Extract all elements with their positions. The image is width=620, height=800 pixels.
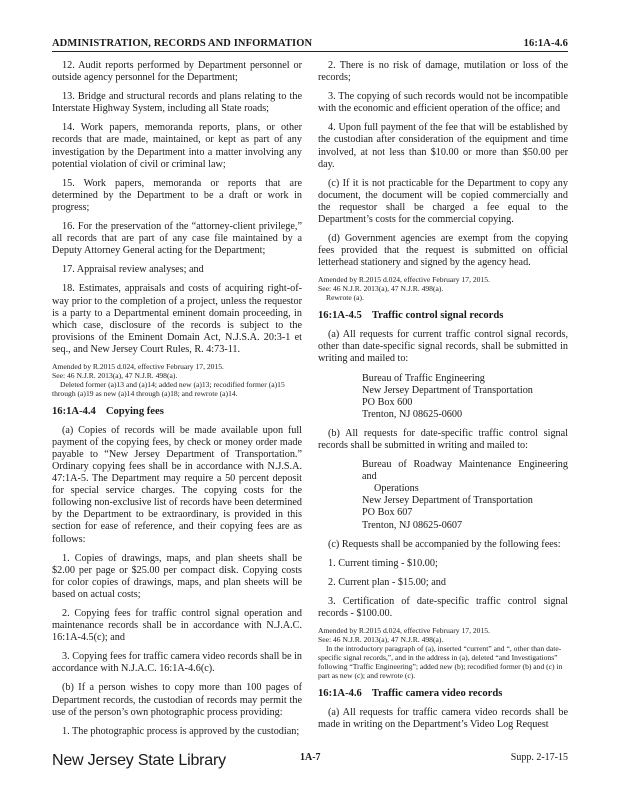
section-heading-4-6 bbox=[318, 688, 568, 700]
two-column-body bbox=[52, 60, 568, 740]
paragraph-12: 12. Audit reports performed by Department personnel or outside agency personnel for the Department; bbox=[52, 60, 302, 84]
library-name: New Jersey State Library bbox=[52, 752, 226, 769]
address-line: Operations bbox=[374, 483, 419, 495]
mailing-address bbox=[362, 373, 568, 421]
section-heading-title: Traffic camera video records bbox=[371, 687, 503, 699]
address-line: Trenton, NJ 08625-0607 bbox=[362, 519, 463, 531]
item-a1: 1. Copies of drawings, maps, and plan sheets shall be $2.00 per page or $25.00 per compact disk. Copying costs for color copies of drawings, maps, and plan sheets will be based on actual costs; bbox=[52, 552, 302, 600]
amendment-line: Amended by R.2015 d.024, effective February 17, 2015. bbox=[318, 626, 490, 636]
paragraph-13: 13. Bridge and structural records and plans relating to the Interstate Highway System, including all State roads; bbox=[52, 91, 302, 115]
paragraph-14: 14. Work papers, memoranda reports, plans, or other records that are made, maintained, or kept as part of any investigation by the Department into a matter involving any potential violation of civil or criminal law; bbox=[52, 122, 302, 170]
paragraph-18: 18. Estimates, appraisals and costs of acquiring right-of-way prior to the completion of a project, unless the requestor is a party to a Departmental eminent domain proceeding, in which case, disclosure of the records is subject to the provisions of the Eminent Domain Act, N.J.S.A. 20:3-1 et seq., and New Jersey Court Rules, R. 4:73-11. bbox=[52, 283, 302, 355]
amendment-line: Deleted former (a)13 and (a)14; added new (a)13; recodified former (a)15 through (a)19 as new (a)14 through (a)18; and rewrote (a)14. bbox=[52, 379, 285, 398]
item-b1: 1. The photographic process is approved by the custodian; bbox=[62, 725, 300, 737]
subsection-b: (b) If a person wishes to copy more than 100 pages of Department records, the custodian of records may permit the use of the person’s own photographic process providing: bbox=[52, 682, 302, 718]
item-b2: 2. There is no risk of damage, mutilation or loss of the records; bbox=[318, 60, 568, 84]
item-b4: 4. Upon full payment of the fee that will be established by the custodian after consideration of the equipment and time involved, at not less than $10.00 or more than $50.00 per day. bbox=[318, 122, 568, 170]
item-a3: 3. Copying fees for traffic camera video records shall be in accordance with N.J.A.C. 16:1A-4.6(c). bbox=[52, 651, 302, 675]
paragraph-16: 16. For the preservation of the “attorney-client privilege,” all records that are part of any case file maintained by a Deputy Attorney General acting for the Department; bbox=[52, 221, 302, 257]
right-column bbox=[318, 60, 568, 740]
amendment-note bbox=[318, 627, 568, 680]
address-line: PO Box 600 bbox=[362, 396, 413, 408]
subsection-c: (c) Requests shall be accompanied by the following fees: bbox=[328, 538, 561, 550]
amendment-line: See: 46 N.J.R. 2013(a), 47 N.J.R. 498(a). bbox=[318, 284, 444, 294]
section-number: 16:1A-4.6 bbox=[523, 38, 568, 49]
section-heading-4-5 bbox=[318, 310, 568, 322]
address-line: Bureau of Roadway Maintenance Engineering and bbox=[362, 459, 568, 483]
amendment-line: In the introductory paragraph of (a), inserted “current” and “, other than date-specific signal records,”, and in the address in (a), deleted “and Investigations” following “Traffic Engineering”; added new (b); recodified former (b) and (c) in part as new (c); and rewrote (c). bbox=[318, 643, 563, 680]
page-footer bbox=[52, 752, 568, 778]
subsection-c: (c) If it is not practicable for the Department to copy any document, the document will be copied commercially and the requestor shall be charged a fee equal to the Department’s costs for the commercial copying. bbox=[318, 177, 568, 226]
address-line: New Jersey Department of Transportation bbox=[362, 495, 533, 507]
section-heading-number: 16:1A-4.5 bbox=[318, 310, 362, 322]
supplement-date: Supp. 2-17-15 bbox=[510, 752, 568, 763]
address-line: New Jersey Department of Transportation bbox=[362, 384, 533, 396]
amendment-line: Rewrote (a). bbox=[326, 293, 364, 303]
item-b3: 3. The copying of such records would not be incompatible with the economic and efficient operation of the office; and bbox=[318, 91, 568, 115]
page-number: 1A-7 bbox=[300, 752, 321, 763]
amendment-line: Amended by R.2015 d.024, effective February 17, 2015. bbox=[52, 361, 224, 371]
subsection-d: (d) Government agencies are exempt from the copying fees provided that the request is submitted on official letterhead stationery and signed by the agency head. bbox=[318, 233, 568, 269]
section-heading-number: 16:1A-4.6 bbox=[318, 687, 362, 699]
amendment-line: Amended by R.2015 d.024, effective February 17, 2015. bbox=[318, 275, 490, 285]
subsection-a: (a) All requests for traffic camera video records shall be made in writing on the Department’s Video Log Request bbox=[318, 706, 568, 730]
section-heading-4-4 bbox=[52, 406, 302, 418]
item-c2: 2. Current plan - $15.00; and bbox=[328, 576, 446, 588]
amendment-note bbox=[52, 363, 302, 399]
section-heading-title: Copying fees bbox=[105, 405, 164, 417]
section-heading-title: Traffic control signal records bbox=[371, 310, 504, 322]
subsection-a: (a) Copies of records will be made available upon full payment of the copying fees, by check or money order made payable to “New Jersey Department of Transportation.” Ordinary copying fees shall be in accordance with N.J.S.A. 47:1A-5. The Department may require a 50 percent deposit for special service charges. The copying costs for the following non-exclusive list of records have been determined by the Department to be extraordinary, is provided in this section for ease of reference, and their copying fees are as follows: bbox=[52, 424, 302, 545]
subsection-a: (a) All requests for current traffic control signal records, other than date-specific signal records, shall be submitted in writing and mailed to: bbox=[318, 329, 568, 365]
mailing-address bbox=[362, 459, 568, 532]
amendment-line: See: 46 N.J.R. 2013(a), 47 N.J.R. 498(a). bbox=[52, 370, 178, 380]
address-line: PO Box 607 bbox=[362, 507, 413, 519]
subsection-b: (b) All requests for date-specific traffic control signal records shall be submitted in writing and mailed to: bbox=[318, 427, 568, 451]
address-line: Trenton, NJ 08625-0600 bbox=[362, 408, 463, 420]
paragraph-17: 17. Appraisal review analyses; and bbox=[62, 264, 204, 276]
amendment-line: See: 46 N.J.R. 2013(a), 47 N.J.R. 498(a). bbox=[318, 635, 444, 644]
section-heading-number: 16:1A-4.4 bbox=[52, 405, 96, 417]
amendment-note bbox=[318, 276, 568, 303]
item-c3: 3. Certification of date-specific traffic control signal records - $100.00. bbox=[318, 595, 568, 619]
address-line: Bureau of Traffic Engineering bbox=[362, 372, 485, 384]
running-header bbox=[52, 38, 568, 52]
chapter-title: ADMINISTRATION, RECORDS AND INFORMATION bbox=[52, 38, 313, 49]
left-column bbox=[52, 60, 302, 740]
item-c1: 1. Current timing - $10.00; bbox=[328, 557, 438, 569]
paragraph-15: 15. Work papers, memoranda or reports that are determined by the Department to be a draft or work in progress; bbox=[52, 177, 302, 213]
item-a2: 2. Copying fees for traffic control signal operation and maintenance records shall be in accordance with N.J.A.C. 16:1A-4.5(c); and bbox=[52, 608, 302, 644]
